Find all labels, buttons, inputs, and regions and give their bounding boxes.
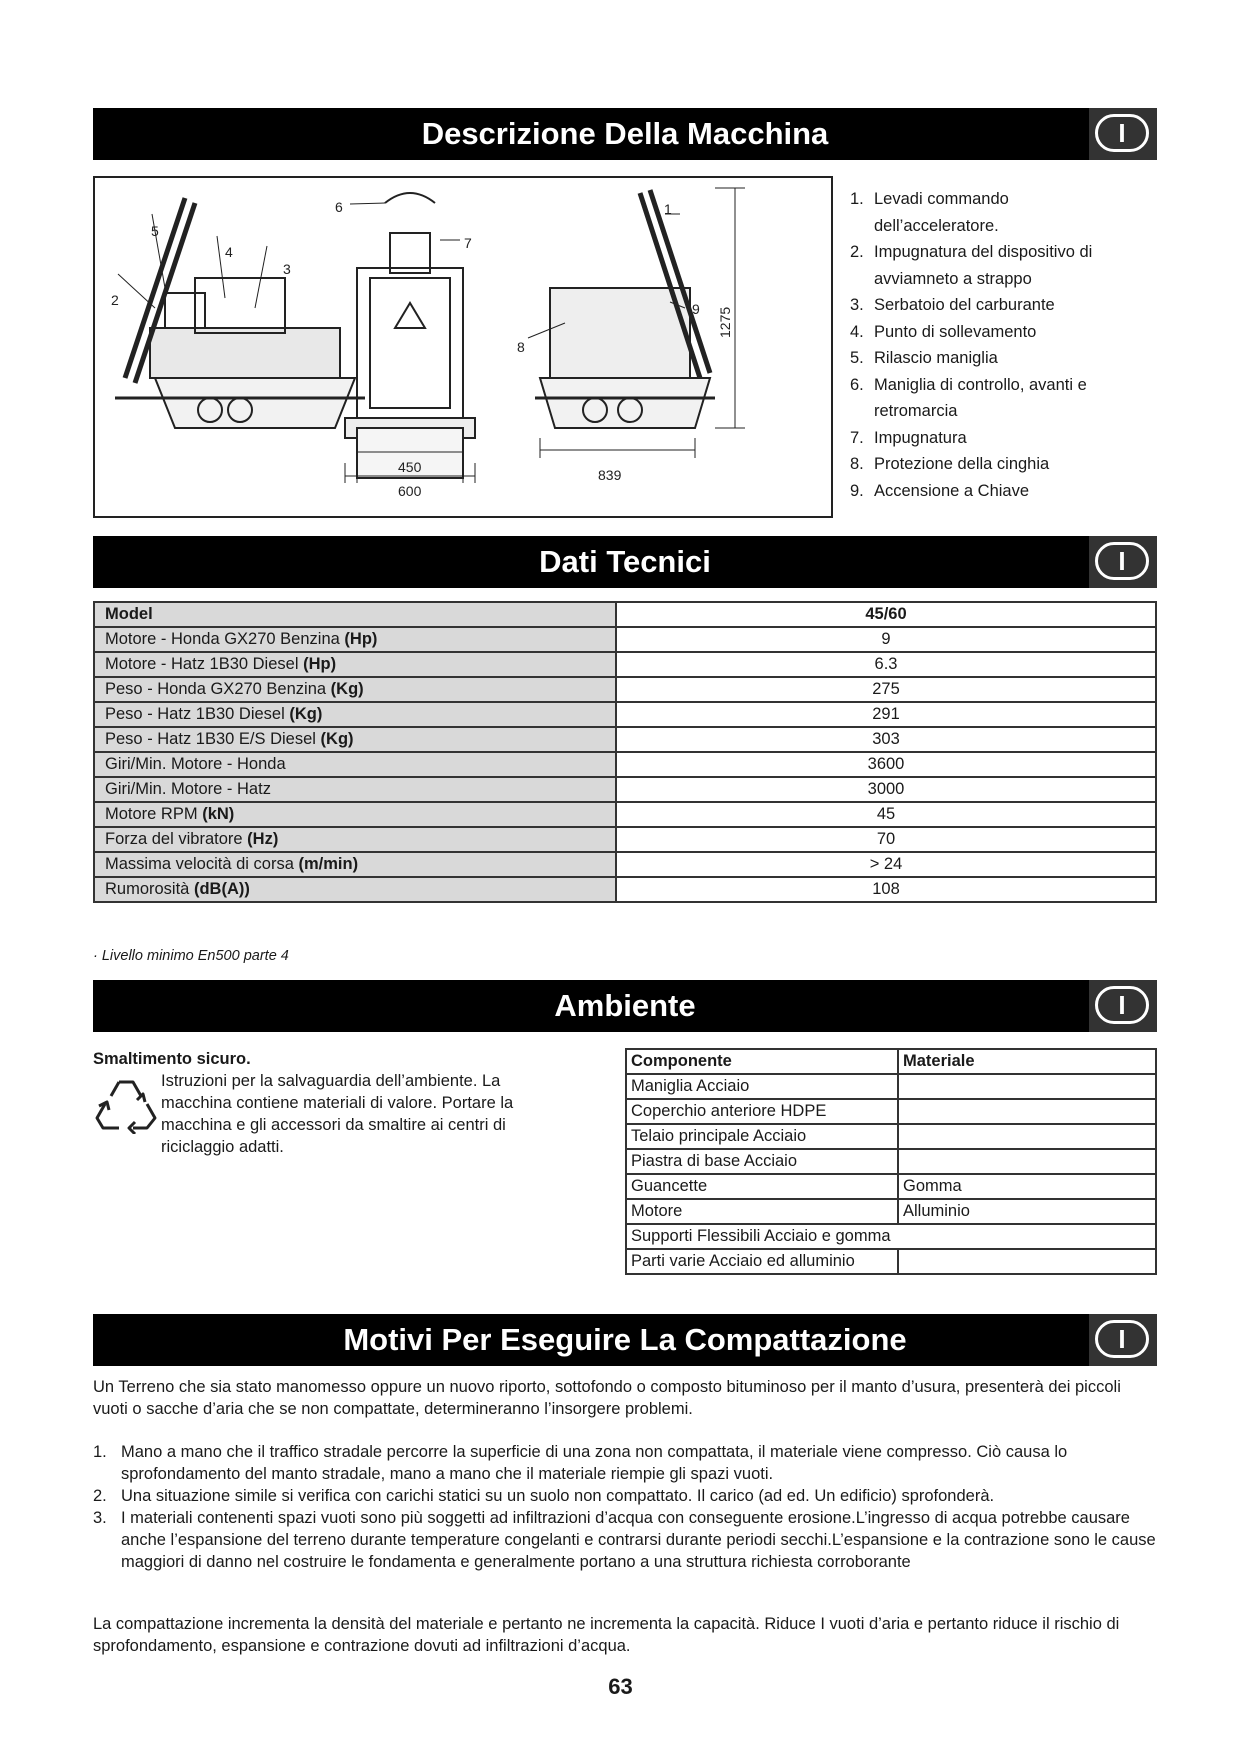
item-number: 2. bbox=[850, 243, 864, 261]
list-item bbox=[93, 1507, 1157, 1573]
material-cell: Alluminio bbox=[898, 1199, 1156, 1224]
parts-list-item bbox=[850, 372, 1120, 425]
spec-label: Giri/Min. Motore - Hatz bbox=[105, 780, 271, 798]
language-badge bbox=[1089, 536, 1157, 588]
spec-value: 9 bbox=[616, 627, 1156, 652]
dim-height: 1275 bbox=[717, 306, 733, 338]
component-cell: Telaio principale Acciaio bbox=[626, 1124, 898, 1149]
spec-value: 70 bbox=[616, 827, 1156, 852]
item-text: Protezione della cinghia bbox=[874, 455, 1050, 473]
spec-key bbox=[94, 627, 616, 652]
item-text: Una situazione simile si verifica con carichi statici su un suolo non compattato. Il carico (ad ed. Un edificio) sprofonderà. bbox=[121, 1487, 995, 1505]
table-header-row bbox=[626, 1049, 1156, 1074]
list-item bbox=[93, 1485, 1157, 1507]
spec-value: 45 bbox=[616, 802, 1156, 827]
language-badge-label: I bbox=[1095, 114, 1149, 152]
component-cell: Maniglia Acciaio bbox=[626, 1074, 898, 1099]
callout-9: 9 bbox=[692, 301, 700, 317]
spec-label: Motore - Hatz 1B30 Diesel bbox=[105, 655, 299, 673]
spec-key bbox=[94, 777, 616, 802]
spec-label: Motore RPM bbox=[105, 805, 198, 823]
item-number: 1. bbox=[93, 1443, 107, 1461]
recycle-icon bbox=[93, 1074, 165, 1158]
spec-value: 3000 bbox=[616, 777, 1156, 802]
section-header-compattazione bbox=[93, 1314, 1157, 1366]
page-number: 63 bbox=[608, 1674, 633, 1699]
component-cell: Motore bbox=[626, 1199, 898, 1224]
intro-paragraph: Un Terreno che sia stato manomesso oppure un nuovo riporto, sottofondo o composto bituminoso per il manto d’usura, presenterà dei piccoli vuoti o sacche d’aria che se non compattate, determineranno l’insorgere problemi. bbox=[93, 1378, 1121, 1418]
material-cell bbox=[898, 1149, 1156, 1174]
disposal-title: Smaltimento sicuro. bbox=[93, 1050, 251, 1068]
table-row bbox=[94, 827, 1156, 852]
language-badge-label: I bbox=[1095, 986, 1149, 1024]
item-number: 4. bbox=[850, 322, 864, 341]
callout-4: 4 bbox=[225, 244, 233, 260]
section-title: Ambiente bbox=[554, 988, 696, 1023]
material-cell bbox=[898, 1099, 1156, 1124]
item-text: Rilascio maniglia bbox=[874, 349, 998, 367]
spec-unit: (Hp) bbox=[303, 655, 337, 673]
item-number: 7. bbox=[850, 428, 864, 447]
list-item bbox=[93, 1441, 1157, 1485]
material-cell bbox=[898, 1249, 1156, 1274]
disposal-info bbox=[93, 1048, 563, 1158]
spec-unit: (Hp) bbox=[344, 630, 378, 648]
parts-list-item bbox=[850, 186, 1120, 239]
spec-value: 291 bbox=[616, 702, 1156, 727]
item-number: 9. bbox=[850, 481, 864, 500]
spec-unit: (Kg) bbox=[330, 680, 364, 698]
language-badge bbox=[1089, 1314, 1157, 1366]
spec-table bbox=[93, 601, 1157, 903]
machine-drawing bbox=[93, 176, 833, 518]
parts-list-item bbox=[850, 345, 1120, 372]
item-text: Impugnatura bbox=[874, 428, 967, 447]
spec-key bbox=[94, 852, 616, 877]
section-title: Descrizione Della Macchina bbox=[421, 116, 829, 151]
table-header-row bbox=[94, 602, 1156, 627]
front-view bbox=[345, 193, 475, 483]
spec-value: 275 bbox=[616, 677, 1156, 702]
item-number: 3. bbox=[93, 1509, 107, 1527]
component-cell: Supporti Flessibili Acciaio e gomma bbox=[626, 1224, 1156, 1249]
section-header-ambiente bbox=[93, 980, 1157, 1032]
item-text: I materiali contenenti spazi vuoti sono più soggetti ad infiltrazioni d’acqua con conseguente erosione.L’ingresso di acqua potrebbe causare anche l’espansione del terreno durante temperature congelanti e contrarsi durante periodi secchi.L’espansione e la contrazione sono le cause maggiori di danno nel costruire le fondamenta e generalmente portano a una struttura richiesta corroborante bbox=[121, 1509, 1156, 1571]
table-row bbox=[94, 877, 1156, 902]
spec-value: 6.3 bbox=[616, 652, 1156, 677]
spec-key bbox=[94, 827, 616, 852]
item-text: Serbatoio del carburante bbox=[874, 296, 1055, 314]
spec-key bbox=[94, 727, 616, 752]
section-title: Dati Tecnici bbox=[539, 544, 711, 579]
item-number: 1. bbox=[850, 190, 864, 208]
reasons-list bbox=[93, 1441, 1157, 1573]
spec-key bbox=[94, 802, 616, 827]
spec-label: Peso - Honda GX270 Benzina bbox=[105, 680, 327, 698]
section-header-descrizione bbox=[93, 108, 1157, 160]
spec-label: Massima velocità di corsa bbox=[105, 855, 294, 873]
item-number: 2. bbox=[93, 1487, 107, 1505]
parts-list-item bbox=[850, 292, 1120, 319]
table-row bbox=[626, 1099, 1156, 1124]
spec-value: 3600 bbox=[616, 752, 1156, 777]
materials-table bbox=[625, 1048, 1157, 1275]
table-row bbox=[94, 802, 1156, 827]
language-badge-label: I bbox=[1095, 1320, 1149, 1358]
parts-list-item bbox=[850, 451, 1120, 478]
table-row bbox=[94, 627, 1156, 652]
table-row bbox=[626, 1199, 1156, 1224]
language-badge bbox=[1089, 980, 1157, 1032]
callout-1: 1 bbox=[664, 201, 672, 217]
spec-label: Motore - Honda GX270 Benzina bbox=[105, 630, 340, 648]
table-row bbox=[94, 727, 1156, 752]
footnote: · Livello minimo En500 parte 4 bbox=[93, 948, 289, 964]
item-text: Punto di sollevamento bbox=[874, 322, 1037, 341]
table-row bbox=[94, 777, 1156, 802]
table-row bbox=[626, 1224, 1156, 1249]
dim-front-outer: 600 bbox=[398, 483, 422, 499]
item-number: 8. bbox=[850, 455, 864, 473]
machine-drawing-svg bbox=[95, 178, 831, 516]
spec-key bbox=[94, 702, 616, 727]
parts-list bbox=[850, 186, 1120, 504]
callout-2: 2 bbox=[111, 292, 119, 308]
spec-key bbox=[94, 677, 616, 702]
spec-header-key: Model bbox=[94, 602, 616, 627]
spec-unit: (kN) bbox=[202, 805, 235, 823]
item-text: Mano a mano che il traffico stradale percorre la superficie di una zona non compattata, il materiale viene compresso. Ciò causa lo sprofondamento del manto stradale, mano a mano che il materiale riempie gli spazi vuoti. bbox=[121, 1443, 1068, 1483]
right-side-view bbox=[535, 188, 745, 458]
spec-label: Rumorosità bbox=[105, 880, 190, 898]
dim-side: 839 bbox=[598, 467, 622, 483]
table-row bbox=[626, 1124, 1156, 1149]
spec-unit: (Hz) bbox=[247, 830, 279, 848]
material-cell bbox=[898, 1124, 1156, 1149]
materials-header-material: Materiale bbox=[898, 1049, 1156, 1074]
parts-list-item bbox=[850, 478, 1120, 505]
materials-header-component: Componente bbox=[626, 1049, 898, 1074]
language-badge bbox=[1089, 108, 1157, 160]
section-title: Motivi Per Eseguire La Compattazione bbox=[343, 1322, 907, 1357]
spec-unit: (Kg) bbox=[289, 705, 323, 723]
table-row bbox=[94, 702, 1156, 727]
component-cell: Guancette bbox=[626, 1174, 898, 1199]
parts-list-item bbox=[850, 239, 1120, 292]
table-row bbox=[94, 677, 1156, 702]
spec-value: 303 bbox=[616, 727, 1156, 752]
component-cell: Piastra di base Acciaio bbox=[626, 1149, 898, 1174]
callout-8: 8 bbox=[517, 339, 525, 355]
callout-6: 6 bbox=[335, 199, 343, 215]
item-text: Levadi commando dell’acceleratore. bbox=[874, 190, 1009, 235]
spec-label: Peso - Hatz 1B30 Diesel bbox=[105, 705, 285, 723]
spec-label: Forza del vibratore bbox=[105, 830, 243, 848]
spec-header-value: 45/60 bbox=[616, 602, 1156, 627]
item-text: Maniglia di controllo, avanti e retromarcia bbox=[874, 375, 1087, 420]
item-number: 5. bbox=[850, 349, 864, 367]
item-text: Impugnatura del dispositivo di avviamneto a strappo bbox=[874, 243, 1093, 288]
item-number: 6. bbox=[850, 375, 864, 394]
spec-key bbox=[94, 652, 616, 677]
dim-front-inner: 450 bbox=[398, 459, 422, 475]
spec-key bbox=[94, 877, 616, 902]
spec-label: Peso - Hatz 1B30 E/S Diesel bbox=[105, 730, 316, 748]
parts-list-item bbox=[850, 425, 1120, 452]
spec-label: Giri/Min. Motore - Honda bbox=[105, 755, 286, 773]
callout-5: 5 bbox=[151, 223, 159, 239]
language-badge-label: I bbox=[1095, 542, 1149, 580]
table-row bbox=[626, 1174, 1156, 1199]
spec-value: 108 bbox=[616, 877, 1156, 902]
component-cell: Coperchio anteriore HDPE bbox=[626, 1099, 898, 1124]
material-cell bbox=[898, 1074, 1156, 1099]
spec-unit: (dB(A)) bbox=[193, 880, 250, 898]
section-header-dati-tecnici bbox=[93, 536, 1157, 588]
callout-3: 3 bbox=[283, 261, 291, 277]
disposal-text: Istruzioni per la salvaguardia dell’ambiente. La macchina contiene materiali di valore. Portare la macchina e gli accessori da smaltire ai centri di riciclaggio adatti. bbox=[161, 1072, 514, 1156]
spec-key bbox=[94, 752, 616, 777]
table-row bbox=[94, 752, 1156, 777]
callout-7: 7 bbox=[464, 235, 472, 251]
table-row bbox=[626, 1074, 1156, 1099]
closing-paragraph: La compattazione incrementa la densità del materiale e pertanto ne incrementa la capacità. Riduce I vuoti d’aria e pertanto riduce il rischio di sprofondamento, espansione e contrazione dovuti ad infiltrazioni d’acqua. bbox=[93, 1615, 1120, 1655]
parts-list-item bbox=[850, 319, 1120, 346]
material-cell: Gomma bbox=[898, 1174, 1156, 1199]
table-row bbox=[626, 1249, 1156, 1274]
spec-unit: (Kg) bbox=[320, 730, 354, 748]
item-number: 3. bbox=[850, 296, 864, 314]
table-row bbox=[94, 852, 1156, 877]
table-row bbox=[94, 652, 1156, 677]
table-row bbox=[626, 1149, 1156, 1174]
item-text: Accensione a Chiave bbox=[874, 481, 1030, 500]
spec-unit: (m/min) bbox=[298, 855, 359, 873]
component-cell: Parti varie Acciaio ed alluminio bbox=[626, 1249, 898, 1274]
spec-value: > 24 bbox=[616, 852, 1156, 877]
